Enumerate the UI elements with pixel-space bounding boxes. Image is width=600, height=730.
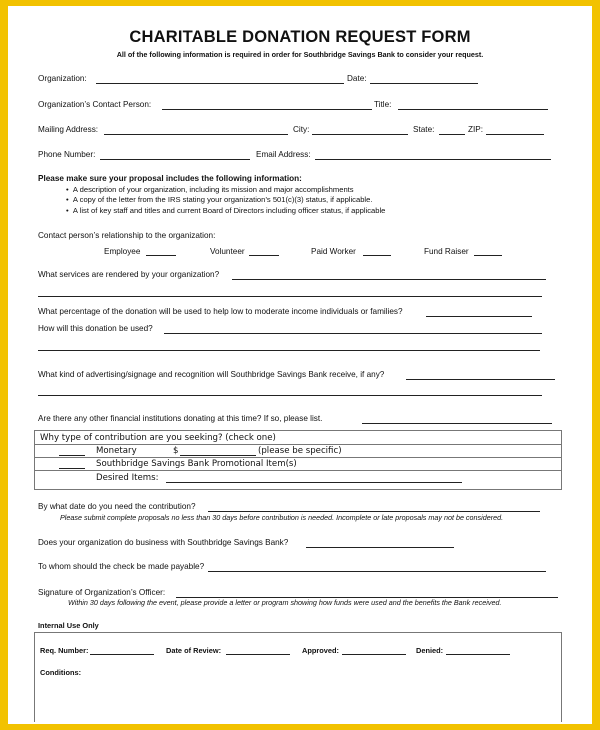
percentage-question: What percentage of the donation will be used to help low to moderate income individuals or families? — [38, 307, 403, 316]
city-field[interactable] — [312, 134, 408, 135]
form-page — [8, 6, 592, 724]
proposal-bullet-1: • A description of your organization, including its mission and major accomplishments — [66, 185, 354, 194]
payable-question: To whom should the check be made payable? — [38, 562, 205, 571]
relationship-employee: Employee — [104, 247, 141, 256]
form-subtitle: All of the following information is required in order for Southbridge Savings Bank to consider your request. — [116, 50, 484, 59]
date-field[interactable] — [370, 83, 478, 84]
contact-person-label: Organization’s Contact Person: — [38, 100, 152, 109]
monetary-check[interactable] — [59, 455, 85, 456]
internal-use-heading: Internal Use Only — [38, 621, 99, 630]
zip-label: ZIP: — [468, 125, 484, 134]
phone-field[interactable] — [100, 159, 250, 160]
relationship-paid-worker: Paid Worker — [311, 247, 356, 256]
state-label: State: — [413, 125, 435, 134]
how-used-question: How will this donation be used? — [38, 324, 153, 333]
internal-use-box — [34, 632, 562, 722]
email-label: Email Address: — [256, 150, 311, 159]
desired-items-label: Desired Items: — [96, 473, 159, 483]
other-institutions-question: Are there any other financial institutions donating at this time? If so, please list. — [38, 414, 323, 423]
contribution-box-divider-1 — [34, 444, 562, 445]
mailing-address-label: Mailing Address: — [38, 125, 99, 134]
date-review-field[interactable] — [226, 654, 290, 655]
city-label: City: — [293, 125, 310, 134]
relationship-employee-field[interactable] — [146, 255, 176, 256]
email-field[interactable] — [315, 159, 551, 160]
percentage-field[interactable] — [426, 316, 532, 317]
organization-label: Organization: — [38, 74, 87, 83]
business-field[interactable] — [306, 547, 454, 548]
zip-field[interactable] — [486, 134, 544, 135]
promo-check[interactable] — [59, 468, 85, 469]
monetary-amount-field[interactable] — [180, 455, 256, 456]
deadline-field[interactable] — [208, 511, 540, 512]
monetary-label: Monetary — [96, 446, 137, 456]
services-question: What services are rendered by your organization? — [38, 270, 220, 279]
signature-note: Within 30 days following the event, please provide a letter or program showing how funds were used and the benefits the Bank received. — [68, 598, 502, 607]
proposal-bullet-3: • A list of key staff and titles and current Board of Directors including officer status, if applicable — [66, 206, 386, 215]
approved-label: Approved: — [302, 646, 339, 655]
title-label: Title: — [374, 100, 392, 109]
how-used-field-1[interactable] — [164, 333, 542, 334]
req-number-field[interactable] — [90, 654, 154, 655]
business-question: Does your organization do business with Southbridge Savings Bank? — [38, 538, 289, 547]
deadline-question: By what date do you need the contribution? — [38, 502, 196, 511]
services-field-1[interactable] — [232, 279, 546, 280]
date-label: Date: — [347, 74, 367, 83]
how-used-field-2[interactable] — [38, 350, 540, 351]
deadline-note: Please submit complete proposals no less than 30 days before contribution is needed. Incomplete or late proposals may not be considered. — [60, 513, 504, 522]
monetary-currency: $ — [173, 446, 179, 456]
desired-items-field[interactable] — [166, 482, 462, 483]
approved-field[interactable] — [342, 654, 406, 655]
title-field[interactable] — [398, 109, 548, 110]
conditions-label: Conditions: — [40, 668, 82, 677]
services-field-2[interactable] — [38, 296, 542, 297]
denied-field[interactable] — [446, 654, 510, 655]
req-number-label: Req. Number: — [40, 646, 89, 655]
advertising-field-1[interactable] — [406, 379, 555, 380]
signature-label: Signature of Organization’s Officer: — [38, 588, 166, 597]
contact-person-field[interactable] — [162, 109, 372, 110]
contribution-box-divider-3 — [34, 470, 562, 471]
relationship-fund-raiser: Fund Raiser — [424, 247, 469, 256]
promo-label: Southbridge Savings Bank Promotional Item(s) — [96, 459, 297, 469]
mailing-address-field[interactable] — [104, 134, 288, 135]
contribution-question: Why type of contribution are you seeking? (check one) — [40, 433, 276, 443]
state-field[interactable] — [439, 134, 465, 135]
relationship-label: Contact person’s relationship to the organization: — [38, 231, 216, 240]
form-title: CHARITABLE DONATION REQUEST FORM — [129, 28, 471, 46]
monetary-hint: (please be specific) — [258, 446, 342, 456]
advertising-question: What kind of advertising/signage and recognition will Southbridge Savings Bank receive, if any? — [38, 370, 385, 379]
relationship-fund-raiser-field[interactable] — [474, 255, 502, 256]
proposal-heading: Please make sure your proposal includes the following information: — [38, 174, 302, 183]
relationship-volunteer: Volunteer — [210, 247, 245, 256]
organization-field[interactable] — [96, 83, 344, 84]
phone-label: Phone Number: — [38, 150, 96, 159]
denied-label: Denied: — [416, 646, 444, 655]
date-review-label: Date of Review: — [166, 646, 222, 655]
other-institutions-field[interactable] — [362, 423, 552, 424]
contribution-box-divider-2 — [34, 457, 562, 458]
relationship-volunteer-field[interactable] — [249, 255, 279, 256]
payable-field[interactable] — [208, 571, 546, 572]
advertising-field-2[interactable] — [38, 395, 542, 396]
proposal-bullet-2: • A copy of the letter from the IRS stating your organization’s 501(c)(3) status, if applicable. — [66, 195, 373, 204]
relationship-paid-worker-field[interactable] — [363, 255, 391, 256]
